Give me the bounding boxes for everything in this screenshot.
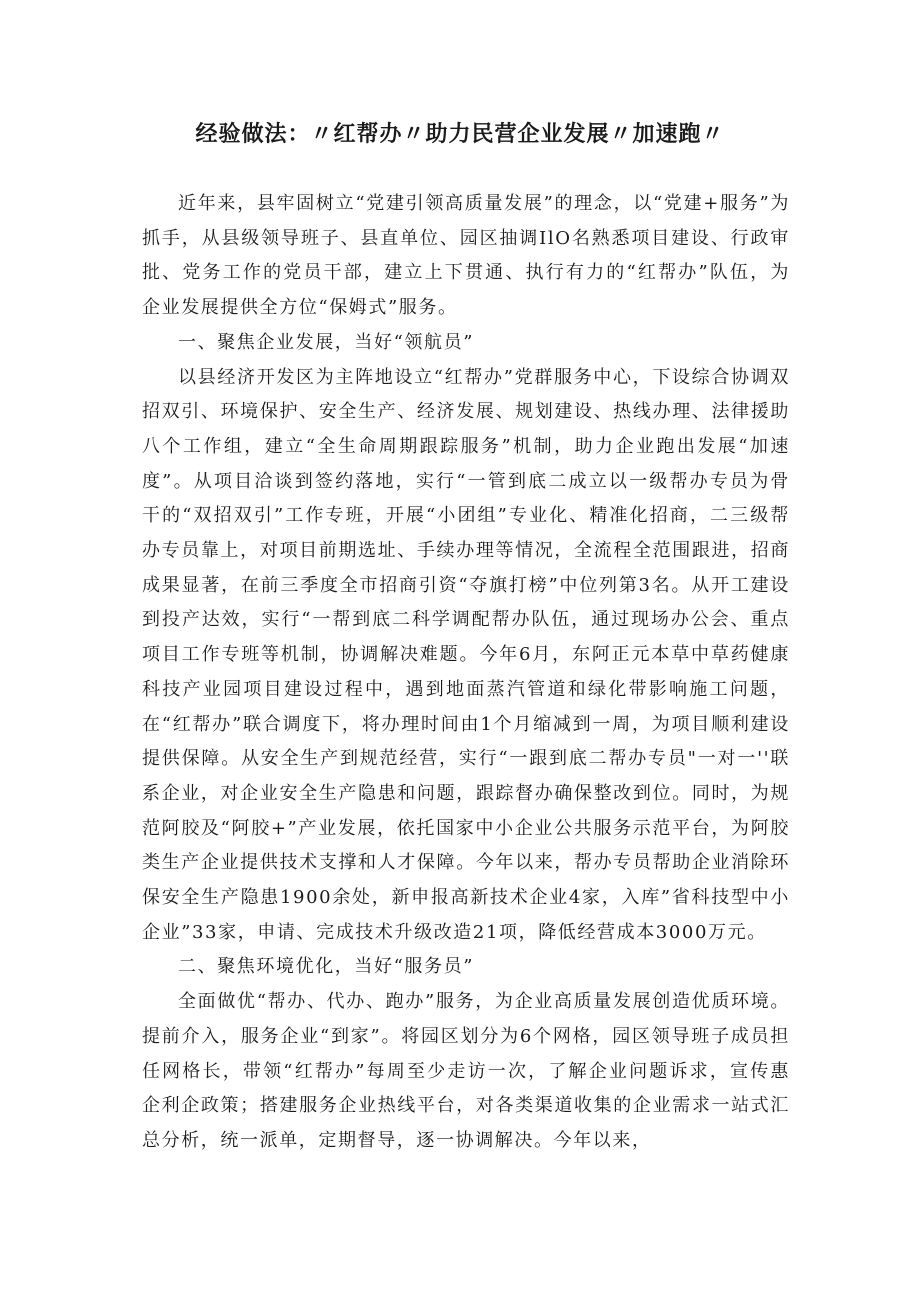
document-title: 经验做法：〃红帮办〃助力民营企业发展〃加速跑〃 (195, 122, 725, 147)
document-body (142, 187, 790, 1159)
paragraph-section-1: 以县经济开发区为主阵地设立“红帮办”党群服务中心，下设综合协调双招双引、环境保护、安全生产、经济发展、规划建设、热线办理、法律援助八个工作组，建立“全生命周期跟踪服务”机制，助力企业跑出发展“加速度”。从项目洽谈到签约落地，实行“一管到底二成立以一级帮办专员为骨干的“双招双引”工作专班，开展“小团组”专业化、精准化招商，二三级帮办专员靠上，对项目前期选址、手续办理等情况，全流程全范围跟进，招商成果显著，在前三季度全市招商引资“夺旗打榜”中位列第3名。从开工建设到投产达效，实行“一帮到底二科学调配帮办队伍，通过现场办公会、重点项目工作专班等机制，协调解决难题。今年6月，东阿正元本草中草药健康科技产业园项目建设过程中，遇到地面蒸汽管道和绿化带影响施工问题，在“红帮办”联合调度下，将办理时间由1个月缩减到一周，为项目顺利建设提供保障。从安全生产到规范经营，实行“一跟到底二帮办专员"一对一''联系企业，对企业安全生产隐患和问题，跟踪督办确保整改到位。同时，为规范阿胶及“阿胶+”产业发展，依托国家中小企业公共服务示范平台，为阿胶类生产企业提供技术支撑和人才保障。今年以来，帮办专员帮助企业消除环保安全生产隐患1900余处，新申报高新技术企业4家，入库”省科技型中小企业”33家，申请、完成技术升级改造21项，降低经营成本3000万元。 (142, 366, 790, 943)
paragraph-section-2: 全面做优“帮办、代办、跑办”服务，为企业高质量发展创造优质环境。提前介入，服务企业“到家”。将园区划分为6个网格，园区领导班子成员担任网格长，带领“红帮办”每周至少走访一次，了解企业问题诉求，宣传惠企利企政策；搭建服务企业热线平台，对各类渠道收集的企业需求一站式汇总分析，统一派单，定期督导，逐一协调解决。今年以来， (142, 991, 790, 1151)
paragraph-intro: 近年来，县牢固树立“党建引领高质量发展”的理念，以“党建+服务”为抓手，从县级领导班子、县直单位、园区抽调IlO名熟悉项目建设、行政审批、党务工作的党员干部，建立上下贯通、执行有力的“红帮办”队伍，为企业发展提供全方位“保姆式”服务。 (142, 193, 790, 319)
section-heading-1: 一、聚焦企业发展，当好“领航员” (178, 331, 475, 353)
section-heading-2: 二、聚焦环境优化，当好“服务员” (178, 956, 475, 978)
